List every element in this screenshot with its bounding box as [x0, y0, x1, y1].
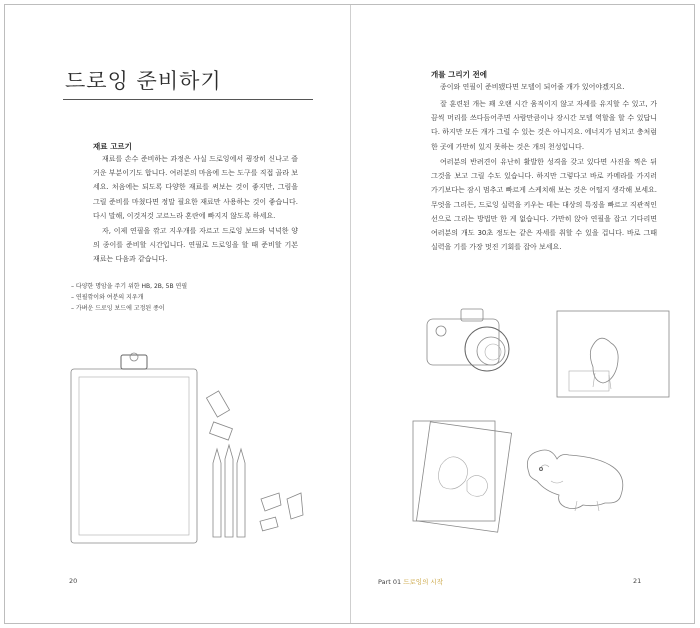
- left-page: [5, 5, 350, 623]
- dog-photo-icon: [557, 311, 669, 397]
- materials-paragraph-2: 자, 이제 연필을 깎고 지우개를 자르고 드로잉 보드와 넉넉한 양의 종이를 준비할 시간입니다. 연필로 드로잉을 할 때 준비할 기본 재료는 다음과 같습니다.: [93, 227, 298, 264]
- eraser-piece-icon: [287, 493, 303, 519]
- title-rule: [63, 99, 313, 100]
- list-item: – 가벼운 드로잉 보드에 고정된 종이: [71, 305, 165, 312]
- list-item: – 연필깎이와 여분의 지우개: [71, 294, 144, 301]
- dog-paragraph-2: 잘 훈련된 개는 꽤 오랜 시간 움직이지 않고 자세를 유지할 수 있고, 가끔씩 머리를 쓰다듬어주면 사람만큼이나 장시간 모델 역할을 할 수 있답니다. 하지만 모든 개가 그럴 수 있는 것은 아니지요. 에너지가 넘치고 충처럼 한 곳에 가만히 있지 못하는 것은 개의 천성입니다.: [431, 100, 657, 151]
- right-page: [351, 5, 694, 623]
- clipboard-clip: [121, 355, 147, 369]
- clipboard-pencils-illustration: [65, 351, 315, 551]
- sharpener-icon: [260, 517, 278, 531]
- book-spread: [4, 4, 695, 624]
- section-title-materials: 재료 고르기: [93, 142, 132, 151]
- dog-paragraph-3: 여러분의 반려견이 유난히 활발한 성격을 갖고 있다면 사진을 찍은 뒤 그것을 보고 그릴 수도 있습니다. 하지만 그렇다고 바로 카메라를 가지러 가기보다는 잠시 멈추고 빠르게 스케치해 보는 것은 어떨지 생각해 보세요. 무엇을 그리든, 드로잉 실력을 키우는 데는 대상의 특징을 빠르고 직관적인 선으로 그리는 방법만 한 게 없습니다. 가만히 앉아 연필을 잡고 기다리면 여러분의 개도 30초 정도는 같은 자세를 취할 수 있을 겁니다. 바로 그때 실력을 기를 가장 멋진 기회를 잡아 보세요.: [431, 158, 657, 252]
- footer-part-label: [223, 577, 443, 586]
- list-item: – 다양한 명암을 주기 위한 HB, 2B, 5B 연필: [71, 283, 188, 290]
- page-number-left: 20: [69, 577, 78, 585]
- footer-part-number: Part 01: [378, 578, 402, 586]
- clipboard-paper: [79, 377, 189, 535]
- clipboard-board: [71, 369, 197, 543]
- dog-paragraph-1: 종이와 연필이 준비됐다면 모델이 되어줄 개가 있어야겠지요.: [440, 83, 625, 91]
- materials-paragraph-1: 재료를 손수 준비하는 과정은 사실 드로잉에서 굉장히 신나고 즐거운 부분이기도 합니다. 여러분의 마음에 드는 도구를 직접 골라 보세요. 처음에는 되도록 다양한 재료를 써보는 것이 좋지만, 그림을 그릴 준비를 마쳤다면 정말 필요한 재료만 사용하는 것이 좋습니다. 다시 말해, 이것저것 고르느라 혼란에 빠지지 않도록 하세요.: [93, 155, 298, 220]
- page-title: 드로잉 준비하기: [65, 69, 222, 93]
- pencil-icon: [237, 449, 245, 537]
- eraser-icon: [210, 422, 233, 440]
- footer-chapter-name: 드로잉의 시작: [403, 578, 443, 586]
- pencil-icon: [225, 445, 233, 537]
- dog-sketch-icon: [527, 450, 622, 511]
- section-title-before-drawing: 개를 그리기 전에: [431, 70, 487, 79]
- sharpener-icon: [206, 391, 229, 417]
- eraser-piece-icon: [261, 493, 281, 511]
- pencils-group: [213, 445, 245, 537]
- stacked-sketches-icon: [413, 421, 512, 532]
- camera-dog-illustration: [421, 301, 681, 551]
- materials-list: [71, 281, 187, 314]
- clipboard-clip-hole: [130, 353, 138, 361]
- pencil-icon: [213, 449, 221, 537]
- camera-icon: [427, 309, 509, 371]
- page-number-right: 21: [633, 577, 642, 585]
